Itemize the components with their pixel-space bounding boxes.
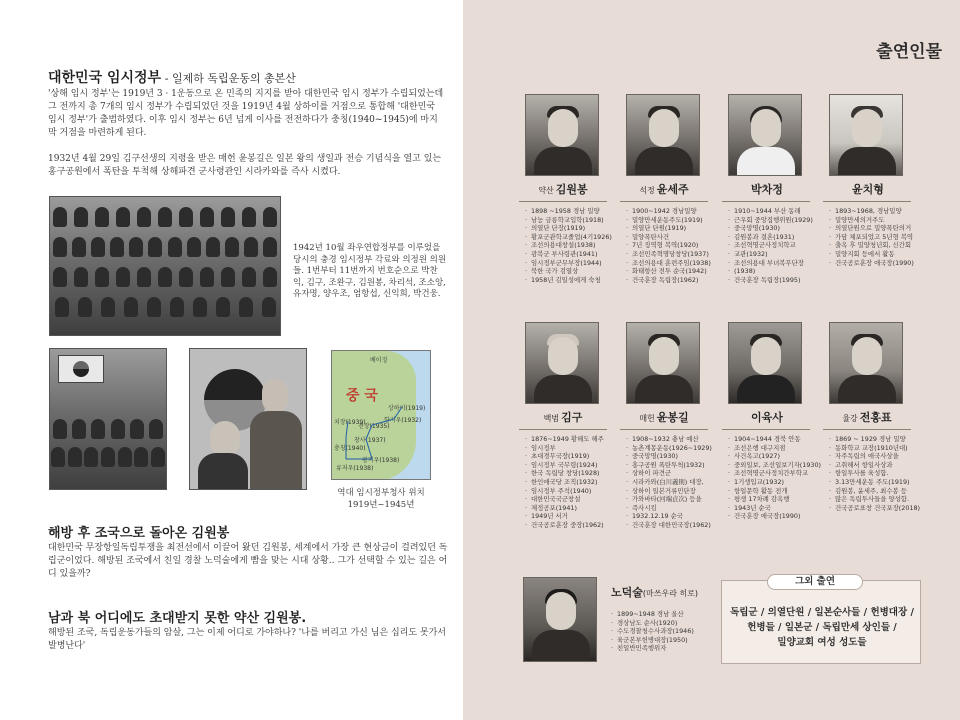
bio-item: · 1898 ~1958 경남 밀양 — [525, 207, 625, 216]
bio-item: · 1876~1949 황해도 해주 — [525, 435, 625, 444]
bio-item: · 초대경무국장(1919) — [525, 452, 625, 461]
bio-item: · 가와바타(河端貞次) 등을 — [626, 495, 726, 504]
bio-item: · 건국훈장 애국장(1990) — [728, 512, 828, 521]
bio-item: · 경상남도 순사(1920) — [611, 619, 694, 628]
cast-name: 매헌 윤봉길 — [620, 409, 708, 430]
bio-item: · 1910~1944 부산 동래 — [728, 207, 828, 216]
bio-item: · 건국훈장 독립장(1995) — [728, 276, 828, 285]
map-caption — [326, 487, 436, 511]
other-cast-line: 헌병들 / 일본군 / 독립만세 상인들 / — [747, 622, 897, 633]
bio-item: · 1932.12.19 순국 — [626, 512, 726, 521]
map-city-label: 충칭(1940) — [334, 445, 366, 452]
bio-item: · 항일투사를 육성함. — [829, 469, 929, 478]
bio-item: · 북한 국가 검열상 — [525, 267, 625, 276]
bio-item: · 건국훈장 대한민국장(1962) — [626, 521, 726, 530]
map-city-label: 치장(1939) — [334, 419, 366, 426]
cast-bio-list — [728, 435, 828, 521]
bio-item: · 3.13만세운동 주도(1919) — [829, 478, 929, 487]
cast-card — [626, 94, 726, 284]
bio-item: · 1기생입교(1932) — [728, 478, 828, 487]
bio-item: · 교관(1932) — [728, 250, 828, 259]
other-cast-list — [728, 605, 916, 650]
bio-item: · 건국공로훈장 애국장(1990) — [829, 259, 929, 268]
bio-item: · 평생 17차례 감옥행 — [728, 495, 828, 504]
bio-item: · 조선민족혁명당창당(1937) — [626, 250, 726, 259]
cast-card — [829, 322, 929, 512]
bio-item: · 고취해서 항일사상과 — [829, 461, 929, 470]
bio-item: · 친일반민족행위자 — [611, 644, 694, 653]
cast-card — [829, 94, 929, 267]
map-city-label: 항저우(1932) — [384, 417, 422, 424]
bio-item: · 조선혁명군사정치학교 — [728, 241, 828, 250]
bio-item: · 1869 ~ 1929 경남 밀양 — [829, 435, 929, 444]
bio-item: · 수도경찰청수사과장(1946) — [611, 627, 694, 636]
bio-item: · 상하이 파견군 — [626, 469, 726, 478]
bio-item: · 즉사시킴 — [626, 504, 726, 513]
cast-card-villain — [523, 577, 699, 662]
cast-bio-list — [525, 207, 625, 284]
group-photo-caption: 1942년 10월 좌우연합정부를 이루었을 당시의 충경 임시정부 각료와 의정원 의원들. 1번부터 11번까지 번호순으로 박찬익, 김구, 조완구, 김원봉, 차리석, 조소앙, 유자명, 양우조, 엄항섭, 신익희, 박건웅. — [293, 243, 447, 299]
bio-item: · 조선은행 대구지점 — [728, 444, 828, 453]
cast-bio-list — [728, 207, 828, 284]
cast-card — [525, 322, 625, 530]
bio-item: · 동화학교 교장(1910년대) — [829, 444, 929, 453]
bio-item: · 조선의용대 훈련주임(1938) — [626, 259, 726, 268]
bio-item: · 건국공로표창 건국포장(2018) — [829, 504, 929, 513]
bio-item: · 임시정부 — [525, 444, 625, 453]
map-city-label: 상하이(1919) — [388, 405, 426, 412]
portrait-photo — [728, 94, 802, 176]
bio-item: · 임시정부 국무령(1924) — [525, 461, 625, 470]
cast-bio-list — [611, 610, 694, 653]
section3-title: 남과 북 어디에도 초대받지 못한 약산 김원봉. — [48, 611, 307, 626]
two-men-flag-photo — [189, 348, 307, 490]
bio-item: · 남능 금릉학교입학(1918) — [525, 216, 625, 225]
other-cast-title: 그외 출연 — [767, 574, 863, 590]
bio-item: · 한국 독립당 창당(1928) — [525, 469, 625, 478]
bio-item: · 밀양만세운동주도(1919) — [626, 216, 726, 225]
bio-item: · 1899~1948 경남 울산 — [611, 610, 694, 619]
section1-title-main: 대한민국 임시정부 — [48, 70, 162, 86]
portrait-photo — [523, 577, 597, 662]
section1-para2: 1932년 4월 29일 김구선생의 지령을 받은 매헌 윤봉길은 일본 왕의 생일과 전승 기념식을 열고 있는 홍구공원에서 폭탄을 투척해 상해파견 군사령관인 시라카와를 즉사 시켰다. — [48, 154, 442, 177]
bio-item: · 중국망명(1930) — [626, 452, 726, 461]
bio-item: · 밀양지회 등에서 활동 — [829, 250, 929, 259]
bio-item: · 김원봉과 결혼(1931) — [728, 233, 828, 242]
bio-item: · 홍구공원 폭탄투척(1932) — [626, 461, 726, 470]
bio-item: · 한인애국당 조직(1932) — [525, 478, 625, 487]
map-china-label: 중 국 — [346, 388, 378, 404]
bio-item: · 화태항산 전투 순국(1942) — [626, 267, 726, 276]
bio-item: · 조선의용대 부녀복무단장 — [728, 259, 828, 268]
portrait-photo — [525, 94, 599, 176]
map-city-label: 류저우(1938) — [336, 465, 374, 472]
bio-item: · 중외일보, 조선일보기자(1930) — [728, 461, 828, 470]
bio-item: · 1943년 순국 — [728, 504, 828, 513]
bio-item: · (1938) — [728, 267, 828, 276]
bio-item: · 밀양폭탄사건 — [626, 233, 726, 242]
portrait-photo — [525, 322, 599, 404]
cast-name: 노덕술(마쓰우라 히로) — [611, 586, 699, 599]
bio-item: · 출옥 후 밀양청년회, 신간회 — [829, 241, 929, 250]
bio-item: · 1900~1942 경남밀양 — [626, 207, 726, 216]
map-city-label: 창사(1937) — [354, 437, 386, 444]
bio-item: · 광복군 부사령관(1941) — [525, 250, 625, 259]
cast-name: 이육사 — [722, 409, 810, 430]
bio-item: · 많은 독립투사들을 양성함. — [829, 495, 929, 504]
bio-item: · 육군본부헌병대장(1950) — [611, 636, 694, 645]
map-caption-line1: 역대 임시정부청사 위치 — [337, 488, 425, 498]
bio-item: · 밀양만세의거주도 — [829, 216, 929, 225]
bio-item: · 시라카와(白川義則) 대장, — [626, 478, 726, 487]
bio-item: · 의열단원으로 밀양폭탄의거 — [829, 224, 929, 233]
bio-item: · 사건옥고(1927) — [728, 452, 828, 461]
cast-name: 박차정 — [722, 181, 810, 202]
bio-item: · 1904~1944 경북 안동 — [728, 435, 828, 444]
bio-item: · 중국망명(1930) — [728, 224, 828, 233]
cast-card — [728, 322, 828, 521]
bio-item: · 1949년 서거 — [525, 512, 625, 521]
bio-item: · 임시정부 주석(1940) — [525, 487, 625, 496]
bio-item: · 제정공포(1941) — [525, 504, 625, 513]
section2-para: 대한민국 무장항일독립투쟁을 최전선에서 이끌어 왔던 김원봉, 세계에서 가장 큰 현상금이 걸려있던 독립군이었다. 해방된 조국에서 친일 경찰 노덕술에게 빰을 맞는 시대 상황.. 그가 선택할 수 있는 길은 어디 있을까? — [48, 543, 448, 579]
portrait-photo — [626, 94, 700, 176]
bio-item: · 1958년 김일성에게 숙청 — [525, 276, 625, 285]
bio-item: · 가담 체포되었고 5년형 복역 — [829, 233, 929, 242]
bio-item: · 자주독립의 애국사상을 — [829, 452, 929, 461]
map-city-label: 광저우(1938) — [362, 457, 400, 464]
bio-item: · 임시정부군무부장(1944) — [525, 259, 625, 268]
bio-item: · 1908~1932 충남 예산 — [626, 435, 726, 444]
cast-name: 석정 윤세주 — [620, 181, 708, 202]
cast-bio-list — [626, 207, 726, 284]
bio-item: · 김원봉, 윤세주, 최수봉 등 — [829, 487, 929, 496]
other-cast-line: 밀양교회 여성 성도들 — [777, 637, 867, 648]
portrait-photo — [728, 322, 802, 404]
provisional-govt-map — [331, 350, 431, 480]
left-page — [0, 0, 463, 720]
bio-item: · 의열단 단장(1919) — [525, 224, 625, 233]
cast-name: 백범 김구 — [519, 409, 607, 430]
bio-item: · 근우회 중앙집행위원(1929) — [728, 216, 828, 225]
cast-name: 윤치형 — [823, 181, 911, 202]
cast-name: 율강 전홍표 — [823, 409, 911, 430]
other-cast-line: 독립군 / 의열단원 / 일본순사들 / 헌병대장 / — [730, 607, 914, 618]
bio-item: · 건국공로훈장 중장(1962) — [525, 521, 625, 530]
section1-title — [48, 67, 296, 87]
cast-title: 출연인물 — [876, 42, 942, 62]
cast-bio-list — [829, 435, 929, 512]
cast-name: 약산 김원봉 — [519, 181, 607, 202]
section3-para: 해방된 조국, 독립운동가들의 암살, 그는 이제 어디로 가야하나? '나를 버리고 가신 님은 십리도 못가서 발병난다' — [48, 628, 446, 651]
cast-card — [626, 322, 726, 530]
map-caption-line2: 1919년~1945년 — [347, 500, 415, 510]
bio-item: · 건국훈장 독립장(1962) — [626, 276, 726, 285]
portrait-photo — [626, 322, 700, 404]
cast-bio-list — [829, 207, 929, 267]
portrait-photo — [829, 322, 903, 404]
bio-item: · 의열단 단원(1919) — [626, 224, 726, 233]
section1-para1: '상해 임시 정부'는 1919년 3 · 1운동으로 온 민족의 지지를 받아 대한민국 임시 정부가 수립되었는데 그 전까지 총 7개의 임시 정부가 수립되었던 것을 1919년 4월 상하이를 거점으로 통합해 '대한민국 임시 정부'가 출범하였다. 이후 임시 정부는 6년 넘게 이사를 전전하다가 충칭(1940~1945)에 마지막 거점을 마련하게 된다. — [48, 89, 444, 138]
cabinet-group-photo — [49, 196, 281, 336]
other-cast-box — [721, 576, 921, 664]
map-city-label: 전장(1935) — [358, 423, 390, 430]
bio-item: · 조선혁명군사정치간부학교 — [728, 469, 828, 478]
section1-subtitle: - 일제하 독립운동의 총본산 — [161, 72, 296, 85]
section2-title: 해방 후 조국으로 돌아온 김원봉 — [48, 526, 230, 541]
bio-item: · 상하이 일본거류민단장 — [626, 487, 726, 496]
portrait-photo — [829, 94, 903, 176]
cast-bio-list — [525, 435, 625, 530]
bio-item: · 농촌계몽운동(1926~1929) — [626, 444, 726, 453]
bio-item: · 항일문학 활동 전개 — [728, 487, 828, 496]
bio-item: · 조선의용대창설(1938) — [525, 241, 625, 250]
bio-item: · 대한민국국군창설 — [525, 495, 625, 504]
bio-item: · 1893~1968, 경남밀양 — [829, 207, 929, 216]
bio-item: · 7년 징역형 복역(1920) — [626, 241, 726, 250]
cast-card — [525, 94, 625, 284]
cast-card — [728, 94, 828, 284]
map-beijing-label: 베이징 — [370, 357, 388, 364]
crowd-flag-photo — [49, 348, 167, 490]
bio-item: · 황포군관학교졸업(4기1926) — [525, 233, 625, 242]
cast-bio-list — [626, 435, 726, 530]
right-page — [463, 0, 960, 720]
map-route-lines — [332, 351, 431, 480]
